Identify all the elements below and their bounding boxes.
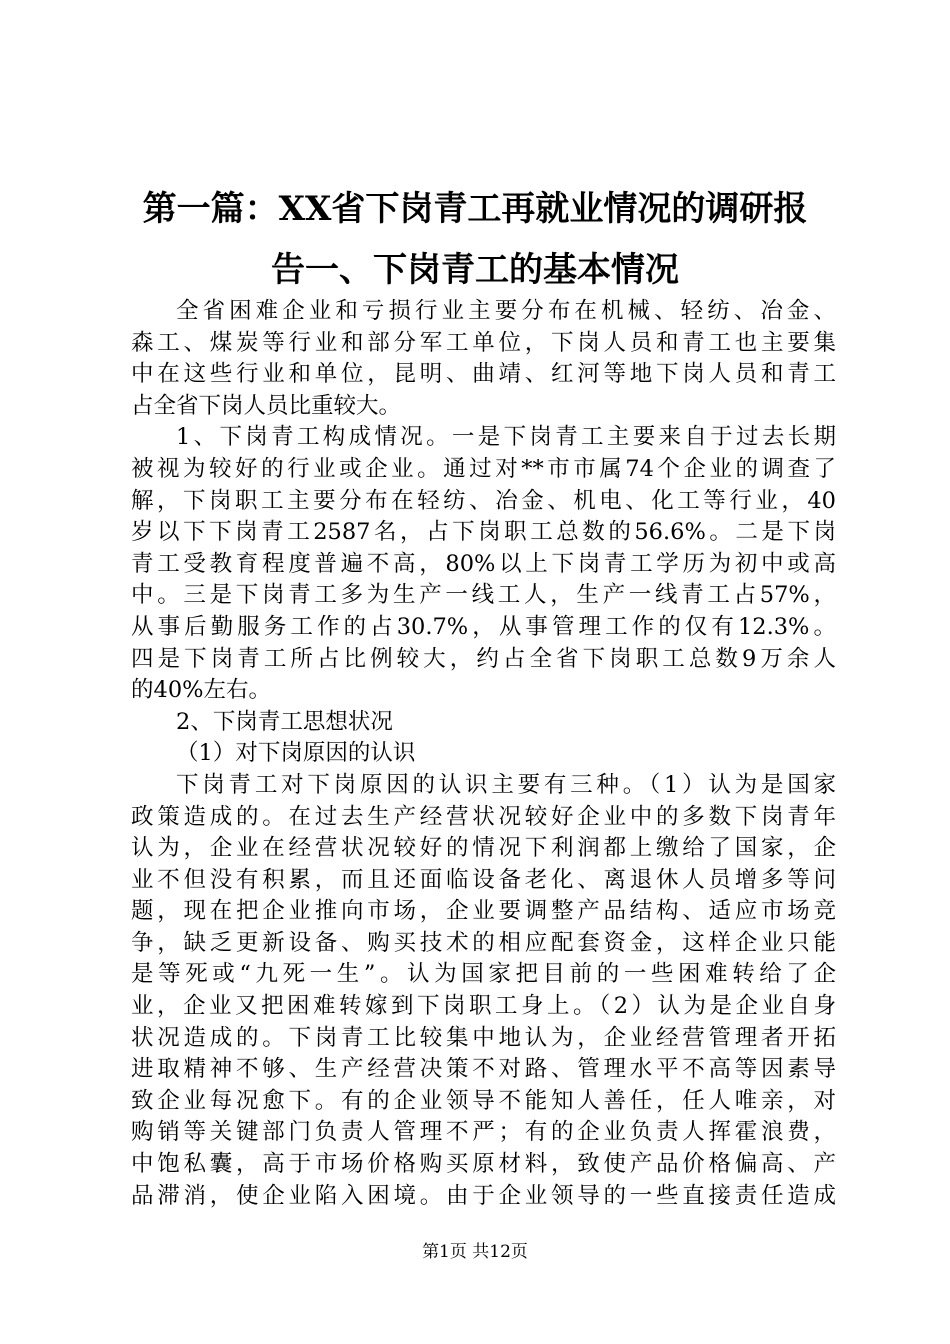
body-line: 认为，企业在经营状况较好的情况下利润都上缴给了国家，企 (131, 835, 836, 862)
body-line: 岁以下下岗青工2587名，占下岗职工总数的56.6%。二是下岗 (131, 519, 836, 546)
body-line: 是等死或“九死一生”。认为国家把目前的一些困难转给了企 (131, 961, 836, 988)
body-line: 状况造成的。下岗青工比较集中地认为，企业经营管理者开拓 (131, 1024, 836, 1051)
document-title-line-1: 第一篇：XX省下岗青工再就业情况的调研报 (142, 189, 808, 229)
body-line: 被视为较好的行业或企业。通过对**市市属74个企业的调查了 (131, 455, 836, 482)
body-line: 从事后勤服务工作的占30.7%，从事管理工作的仅有12.3%。 (131, 613, 836, 640)
body-line: 中在这些行业和单位，昆明、曲靖、红河等地下岗人员和青工 (131, 361, 836, 388)
body-line: 致企业每况愈下。有的企业领导不能知人善任，任人唯亲，对 (131, 1087, 836, 1114)
body-line: 政策造成的。在过去生产经营状况较好企业中的多数下岗青年 (131, 803, 836, 830)
body-line: 占全省下岗人员比重较大。 (131, 392, 402, 419)
body-line: 森工、煤炭等行业和部分军工单位，下岗人员和青工也主要集 (131, 329, 836, 356)
body-line: 全省困难企业和亏损行业主要分布在机械、轻纺、冶金、 (176, 298, 836, 324)
body-line: 题，现在把企业推向市场，企业要调整产品结构、适应市场竞 (131, 898, 836, 925)
body-line: 业，企业又把困难转嫁到下岗职工身上。（2）认为是企业自身 (131, 993, 836, 1020)
body-line: 业不但没有积累，而且还面临设备老化、离退休人员增多等问 (131, 866, 836, 893)
body-line: 下岗青工对下岗原因的认识主要有三种。（1）认为是国家 (176, 771, 836, 798)
body-line: 四是下岗青工所占比例较大，约占全省下岗职工总数9万余人 (131, 645, 836, 672)
document-body (131, 296, 836, 1212)
document-title-line-2: 告一、下岗青工的基本情况 (271, 250, 679, 290)
body-line: 青工受教育程度普遍不高，80%以上下岗青工学历为初中或高 (131, 550, 836, 577)
body-line: 1、下岗青工构成情况。一是下岗青工主要来自于过去长期 (176, 424, 836, 451)
page-footer: 第1页 共12页 (422, 1242, 528, 1262)
body-line: 的40%左右。 (131, 677, 272, 704)
body-line: 中饱私囊，高于市场价格购买原材料，致使产品价格偏高、产 (131, 1151, 836, 1178)
body-line: 2、下岗青工思想状况 (176, 708, 393, 735)
body-line: （1）对下岗原因的认识 (176, 740, 416, 767)
body-line: 品滞消，使企业陷入困境。由于企业领导的一些直接责任造成 (131, 1182, 836, 1209)
body-line: 争，缺乏更新设备、购买技术的相应配套资金，这样企业只能 (131, 929, 836, 956)
body-line: 解，下岗职工主要分布在轻纺、冶金、机电、化工等行业，40 (131, 487, 836, 514)
body-line: 进取精神不够、生产经营决策不对路、管理水平不高等因素导 (131, 1056, 836, 1083)
body-line: 中。三是下岗青工多为生产一线工人，生产一线青工占57%， (131, 582, 836, 609)
body-line: 购销等关键部门负责人管理不严；有的企业负责人挥霍浪费， (131, 1119, 836, 1146)
